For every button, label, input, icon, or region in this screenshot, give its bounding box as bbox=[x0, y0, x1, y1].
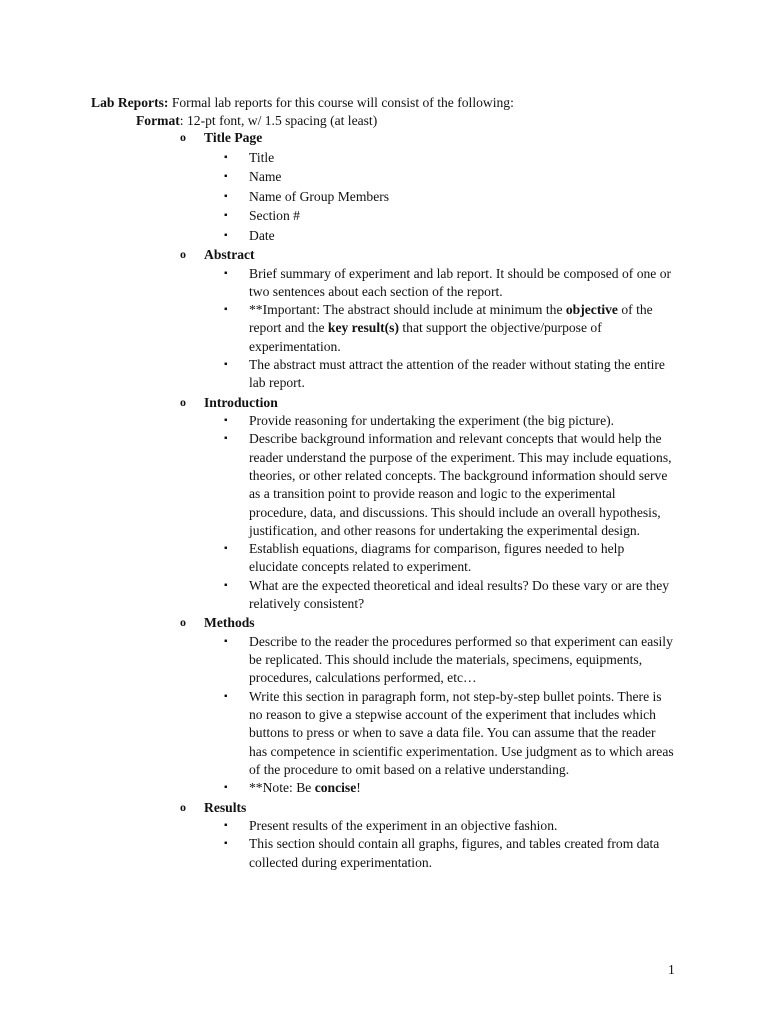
square-bullet-icon: ▪ bbox=[224, 151, 228, 163]
section-abstract bbox=[180, 245, 680, 393]
square-bullet-icon: ▪ bbox=[224, 358, 228, 370]
list-item-text: ! bbox=[356, 780, 361, 796]
section-heading bbox=[180, 128, 680, 148]
list-item bbox=[180, 688, 674, 779]
list-item-text: that support the objective/purpose of experimentation. bbox=[249, 320, 602, 354]
square-bullet-icon: ▪ bbox=[224, 838, 228, 850]
section-items bbox=[180, 817, 680, 872]
square-bullet-icon: ▪ bbox=[224, 635, 228, 647]
list-item bbox=[180, 148, 674, 168]
list-item bbox=[180, 206, 674, 226]
square-bullet-icon: ▪ bbox=[224, 210, 228, 221]
format-text: : 12-pt font, w/ 1.5 spacing (at least) bbox=[179, 113, 378, 128]
list-item bbox=[180, 633, 674, 688]
list-item-text: Name of Group Members bbox=[249, 188, 390, 204]
list-item bbox=[180, 577, 674, 614]
square-bullet-icon: ▪ bbox=[224, 690, 228, 702]
list-item-text: Brief summary of experiment and lab report. It should be composed of one or two sentences about each section of the report. bbox=[249, 265, 672, 299]
section-heading-text: Title Page bbox=[204, 130, 263, 145]
list-item-text: Describe to the reader the procedures performed so that experiment can easily be replicated. This should include the materials, specimens, equipments, procedures, calculations performed, etc… bbox=[249, 633, 673, 686]
list-item-text: Present results of the experiment in an objective fashion. bbox=[249, 818, 558, 834]
list-item-text: Name bbox=[249, 169, 282, 184]
section-items bbox=[180, 412, 680, 613]
section-heading bbox=[180, 245, 680, 265]
list-item-text: Describe background information and relevant concepts that would help the reader understand the purpose of the experiment. This may include equations, theories, or other related concepts. The background information should serve as a transition point to provide reason and logic to the experimental procedure, data, and discussions. This should include an overall hypothesis, justification, and other reasons for undertaking the experimental design. bbox=[249, 431, 672, 538]
list-item-text: Title bbox=[249, 149, 275, 165]
square-bullet-icon: ▪ bbox=[224, 543, 228, 555]
list-item bbox=[180, 356, 674, 393]
intro-line bbox=[91, 94, 514, 112]
list-item-text: The abstract must attract the attention of the reader without stating the entire lab report. bbox=[249, 356, 665, 391]
list-item-text: Establish equations, diagrams for comparison, figures needed to help elucidate concepts related to experiment. bbox=[249, 541, 625, 575]
square-bullet-icon: ▪ bbox=[224, 267, 228, 279]
list-item-emphasis: concise bbox=[314, 780, 357, 796]
page-number: 1 bbox=[668, 962, 675, 977]
section-heading bbox=[180, 613, 680, 633]
section-items bbox=[180, 148, 680, 246]
list-item bbox=[180, 167, 674, 187]
sections-list bbox=[180, 128, 680, 872]
list-item bbox=[180, 817, 674, 835]
list-item-text: Section # bbox=[249, 208, 300, 223]
circle-bullet-icon: o bbox=[180, 799, 186, 814]
section-methods bbox=[180, 613, 680, 797]
section-heading-text: Abstract bbox=[204, 247, 255, 262]
section-results bbox=[180, 798, 680, 872]
section-heading-text: Results bbox=[204, 799, 247, 815]
list-item bbox=[180, 430, 674, 540]
list-item-text: This section should contain all graphs, figures, and tables created from data collected during experimentation. bbox=[249, 836, 660, 870]
list-item-text: Write this section in paragraph form, not step-by-step bullet points. There is no reason to give a stepwise account of the experiment that includes which buttons to press or when to save a data file. You can assume that the reader has competence in scientific experimentation. Use judgment as to which areas of the procedure to omit based on a relative understanding. bbox=[249, 688, 674, 777]
list-item-text: **Important: The abstract should include at minimum the bbox=[249, 302, 566, 318]
section-heading bbox=[180, 798, 680, 818]
intro-label: Lab Reports: bbox=[91, 95, 169, 110]
list-item bbox=[180, 187, 674, 207]
square-bullet-icon: ▪ bbox=[224, 190, 228, 202]
section-items bbox=[180, 265, 680, 393]
list-item-text: **Note: Be bbox=[249, 780, 315, 796]
format-label: Format bbox=[136, 113, 180, 128]
square-bullet-icon: ▪ bbox=[224, 433, 228, 445]
circle-bullet-icon: o bbox=[180, 615, 186, 630]
section-introduction bbox=[180, 393, 680, 614]
intro-text: Formal lab reports for this course will consist of the following: bbox=[168, 95, 514, 110]
list-item-text: of the report and the bbox=[249, 302, 653, 336]
list-item-text: Date bbox=[249, 227, 275, 243]
list-item bbox=[180, 540, 674, 577]
section-title-page bbox=[180, 128, 680, 245]
list-item bbox=[180, 265, 674, 302]
section-heading bbox=[180, 393, 680, 413]
circle-bullet-icon: o bbox=[180, 247, 186, 261]
list-item-text: Provide reasoning for undertaking the experiment (the big picture). bbox=[249, 413, 615, 429]
square-bullet-icon: ▪ bbox=[224, 304, 228, 316]
square-bullet-icon: ▪ bbox=[224, 171, 228, 182]
list-item bbox=[180, 412, 674, 430]
section-heading-text: Introduction bbox=[204, 394, 278, 410]
list-item bbox=[180, 835, 674, 872]
section-heading-text: Methods bbox=[204, 615, 255, 631]
list-item bbox=[180, 301, 674, 356]
square-bullet-icon: ▪ bbox=[224, 820, 228, 832]
square-bullet-icon: ▪ bbox=[224, 415, 228, 427]
square-bullet-icon: ▪ bbox=[224, 579, 228, 591]
section-items bbox=[180, 633, 680, 798]
square-bullet-icon: ▪ bbox=[224, 229, 228, 241]
list-item-emphasis: key result(s) bbox=[327, 320, 399, 336]
list-item bbox=[180, 779, 674, 797]
circle-bullet-icon: o bbox=[180, 394, 186, 409]
list-item bbox=[180, 226, 674, 246]
list-item-text: What are the expected theoretical and ideal results? Do these vary or are they relatively consistent? bbox=[249, 577, 670, 612]
circle-bullet-icon: o bbox=[180, 130, 186, 144]
list-item-emphasis: objective bbox=[565, 302, 618, 318]
square-bullet-icon: ▪ bbox=[224, 782, 228, 794]
